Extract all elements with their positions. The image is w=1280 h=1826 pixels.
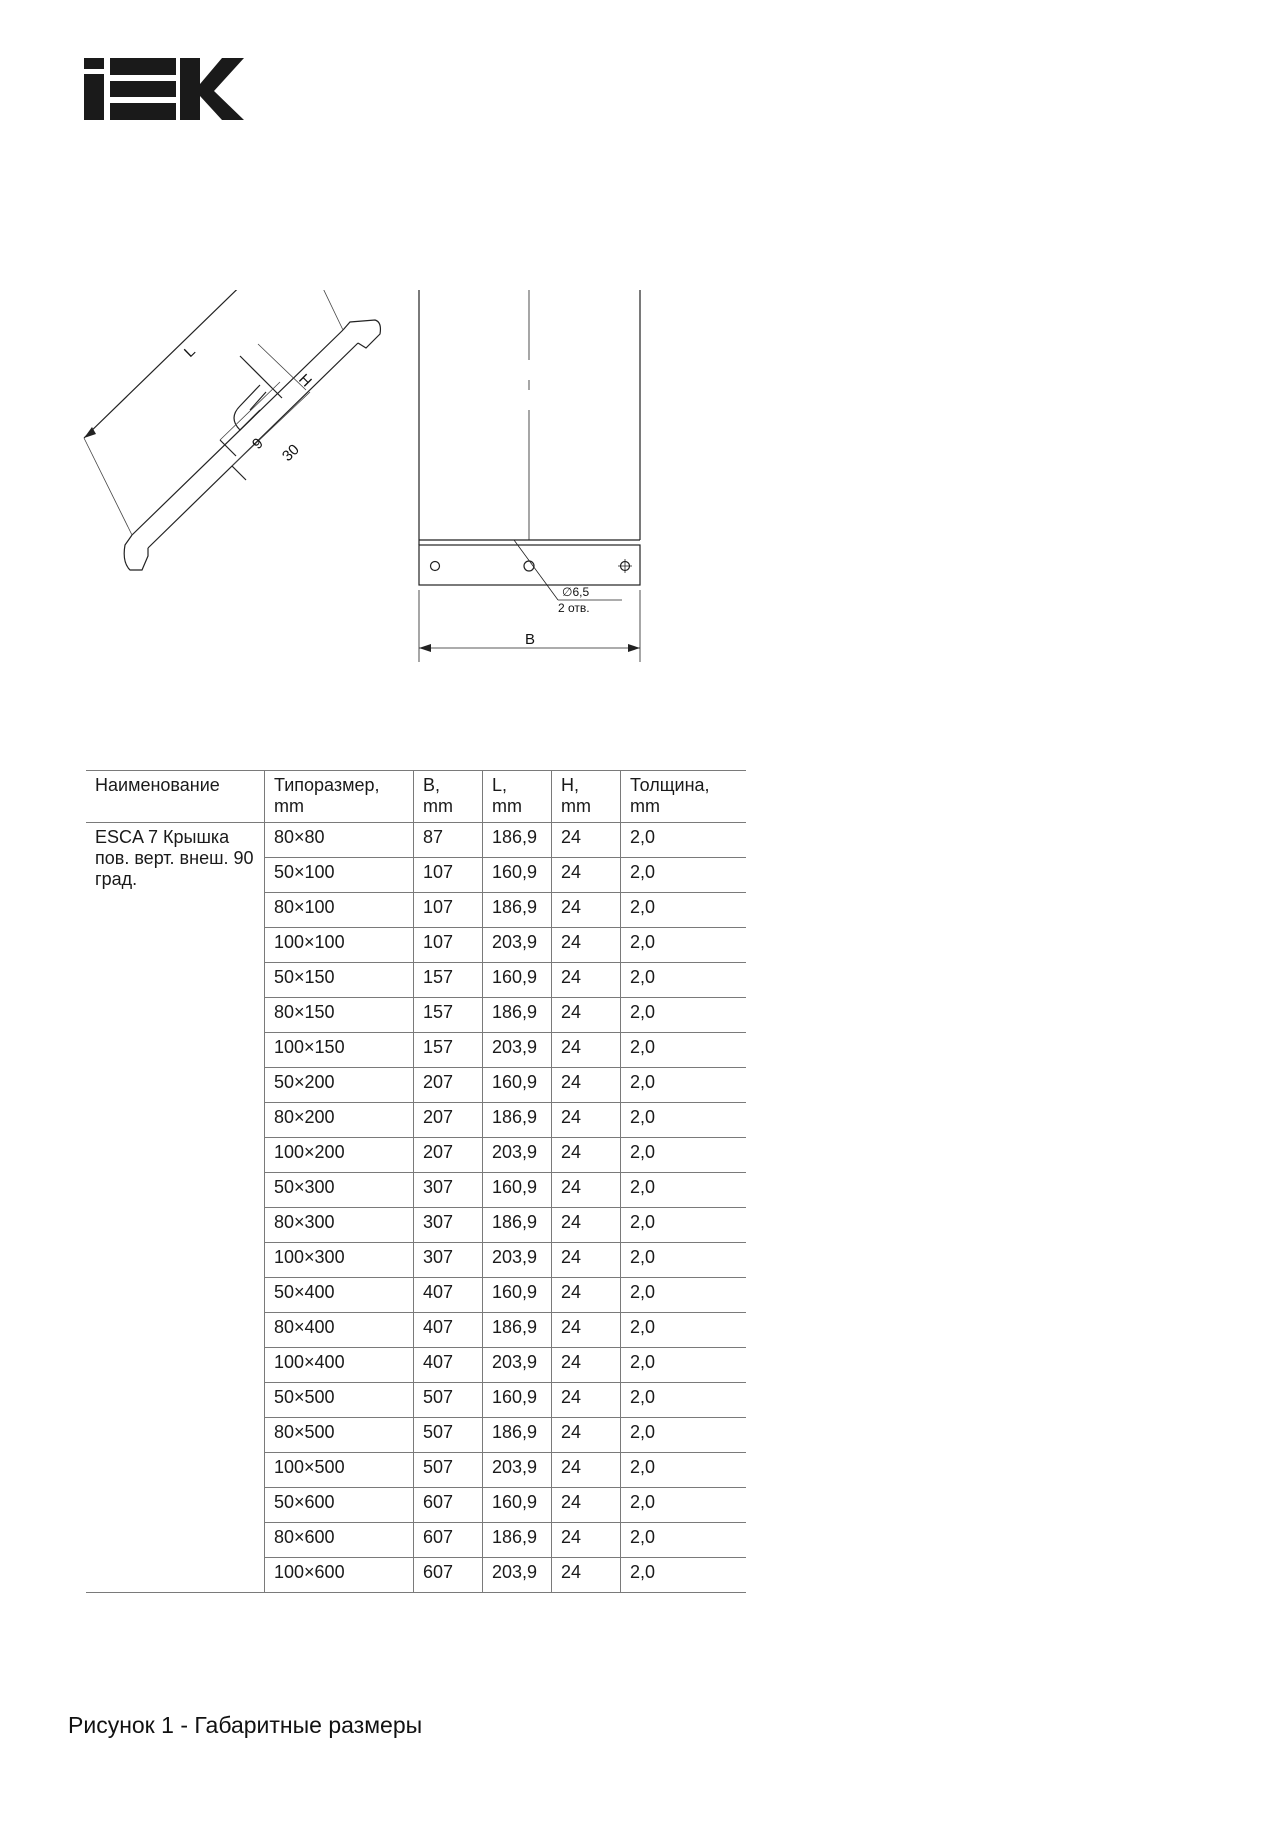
cell-l: 186,9: [483, 823, 552, 858]
cell-b: 107: [414, 893, 483, 928]
dim-B-label: B: [525, 631, 536, 648]
cell-l: 160,9: [483, 1173, 552, 1208]
cell-l: 186,9: [483, 1523, 552, 1558]
cell-l: 160,9: [483, 1278, 552, 1313]
cell-thickness: 2,0: [621, 1453, 747, 1488]
cell-thickness: 2,0: [621, 1313, 747, 1348]
cell-size: 80×400: [265, 1313, 414, 1348]
cell-size: 80×150: [265, 998, 414, 1033]
cell-l: 203,9: [483, 1033, 552, 1068]
cell-h: 24: [552, 1383, 621, 1418]
cell-h: 24: [552, 928, 621, 963]
cell-b: 507: [414, 1418, 483, 1453]
cell-b: 307: [414, 1243, 483, 1278]
cell-thickness: 2,0: [621, 893, 747, 928]
cell-l: 160,9: [483, 858, 552, 893]
cell-h: 24: [552, 823, 621, 858]
cell-size: 80×500: [265, 1418, 414, 1453]
iek-logo: [84, 58, 244, 120]
cell-thickness: 2,0: [621, 1278, 747, 1313]
cell-size: 50×400: [265, 1278, 414, 1313]
cell-thickness: 2,0: [621, 1208, 747, 1243]
cell-size: 80×100: [265, 893, 414, 928]
cell-h: 24: [552, 1243, 621, 1278]
cell-size: 80×600: [265, 1523, 414, 1558]
cell-h: 24: [552, 1138, 621, 1173]
cell-size: 50×600: [265, 1488, 414, 1523]
cell-size: 80×200: [265, 1103, 414, 1138]
cell-size: 50×300: [265, 1173, 414, 1208]
cell-b: 107: [414, 928, 483, 963]
cell-l: 160,9: [483, 1488, 552, 1523]
cell-h: 24: [552, 1068, 621, 1103]
cell-l: 186,9: [483, 1103, 552, 1138]
header-l: L, mm: [483, 771, 552, 823]
cell-thickness: 2,0: [621, 1103, 747, 1138]
dim-9-label: 9: [248, 434, 267, 453]
cell-b: 307: [414, 1173, 483, 1208]
cell-l: 186,9: [483, 1208, 552, 1243]
table-row: [86, 823, 746, 858]
cell-l: 203,9: [483, 928, 552, 963]
cell-l: 203,9: [483, 1453, 552, 1488]
cell-size: 100×500: [265, 1453, 414, 1488]
cell-b: 307: [414, 1208, 483, 1243]
cell-b: 107: [414, 858, 483, 893]
cell-l: 160,9: [483, 963, 552, 998]
cell-b: 87: [414, 823, 483, 858]
cell-l: 203,9: [483, 1138, 552, 1173]
dim-L-label: L: [180, 342, 199, 361]
product-name-cell: ESCA 7 Крышка пов. верт. внеш. 90 град.: [86, 823, 265, 1593]
cell-h: 24: [552, 1278, 621, 1313]
cell-thickness: 2,0: [621, 823, 747, 858]
cell-thickness: 2,0: [621, 1243, 747, 1278]
cell-thickness: 2,0: [621, 963, 747, 998]
cell-l: 160,9: [483, 1068, 552, 1103]
cell-thickness: 2,0: [621, 1523, 747, 1558]
cell-b: 207: [414, 1068, 483, 1103]
cell-thickness: 2,0: [621, 1488, 747, 1523]
cell-b: 207: [414, 1138, 483, 1173]
cell-h: 24: [552, 1313, 621, 1348]
header-thickness: Толщина, mm: [621, 771, 747, 823]
cell-h: 24: [552, 893, 621, 928]
dim-H-label: H: [295, 370, 315, 391]
cell-l: 186,9: [483, 893, 552, 928]
cell-h: 24: [552, 963, 621, 998]
cell-b: 157: [414, 963, 483, 998]
header-b: B, mm: [414, 771, 483, 823]
cell-b: 607: [414, 1558, 483, 1593]
cell-thickness: 2,0: [621, 1348, 747, 1383]
cell-b: 407: [414, 1348, 483, 1383]
dim-30-label: 30: [278, 441, 303, 465]
cell-thickness: 2,0: [621, 1558, 747, 1593]
cell-size: 80×80: [265, 823, 414, 858]
cell-thickness: 2,0: [621, 1033, 747, 1068]
cell-b: 507: [414, 1453, 483, 1488]
cell-thickness: 2,0: [621, 1383, 747, 1418]
cell-size: 100×100: [265, 928, 414, 963]
cell-l: 186,9: [483, 1418, 552, 1453]
cell-thickness: 2,0: [621, 928, 747, 963]
cell-b: 507: [414, 1383, 483, 1418]
cell-h: 24: [552, 1558, 621, 1593]
cell-size: 50×500: [265, 1383, 414, 1418]
cell-size: 100×300: [265, 1243, 414, 1278]
cell-size: 100×200: [265, 1138, 414, 1173]
cell-thickness: 2,0: [621, 1138, 747, 1173]
cell-b: 157: [414, 1033, 483, 1068]
figure-caption: Рисунок 1 - Габаритные размеры: [68, 1712, 423, 1738]
cell-h: 24: [552, 1488, 621, 1523]
dimensions-table: [86, 770, 746, 1593]
hole-count-label: 2 отв.: [558, 601, 590, 615]
cell-size: 50×150: [265, 963, 414, 998]
cell-thickness: 2,0: [621, 1418, 747, 1453]
cell-b: 407: [414, 1313, 483, 1348]
cell-l: 203,9: [483, 1243, 552, 1278]
cell-l: 203,9: [483, 1348, 552, 1383]
cell-h: 24: [552, 998, 621, 1033]
cell-b: 607: [414, 1523, 483, 1558]
cell-size: 50×100: [265, 858, 414, 893]
cell-h: 24: [552, 1348, 621, 1383]
cell-thickness: 2,0: [621, 858, 747, 893]
hole-diameter-label: ∅6,5: [562, 585, 590, 599]
cell-h: 24: [552, 1173, 621, 1208]
cell-b: 607: [414, 1488, 483, 1523]
cell-thickness: 2,0: [621, 1173, 747, 1208]
cell-l: 186,9: [483, 1313, 552, 1348]
cell-b: 407: [414, 1278, 483, 1313]
cell-b: 157: [414, 998, 483, 1033]
cell-size: 100×400: [265, 1348, 414, 1383]
cell-thickness: 2,0: [621, 1068, 747, 1103]
cell-thickness: 2,0: [621, 998, 747, 1033]
cell-l: 203,9: [483, 1558, 552, 1593]
cell-size: 80×300: [265, 1208, 414, 1243]
cell-h: 24: [552, 1523, 621, 1558]
cell-h: 24: [552, 1418, 621, 1453]
iek-logo-icon: [84, 58, 244, 120]
cell-l: 186,9: [483, 998, 552, 1033]
cell-h: 24: [552, 1033, 621, 1068]
technical-drawing: [70, 290, 770, 680]
header-size: Типоразмер, mm: [265, 771, 414, 823]
header-name: Наименование: [86, 771, 265, 823]
cell-b: 207: [414, 1103, 483, 1138]
table-header-row: [86, 771, 746, 823]
dimension-drawing: [70, 290, 770, 680]
cell-h: 24: [552, 858, 621, 893]
cell-h: 24: [552, 1208, 621, 1243]
cell-size: 100×150: [265, 1033, 414, 1068]
cell-h: 24: [552, 1453, 621, 1488]
cell-l: 160,9: [483, 1383, 552, 1418]
header-h: H, mm: [552, 771, 621, 823]
cell-size: 50×200: [265, 1068, 414, 1103]
table-body: [86, 823, 746, 1593]
cell-h: 24: [552, 1103, 621, 1138]
cell-size: 100×600: [265, 1558, 414, 1593]
